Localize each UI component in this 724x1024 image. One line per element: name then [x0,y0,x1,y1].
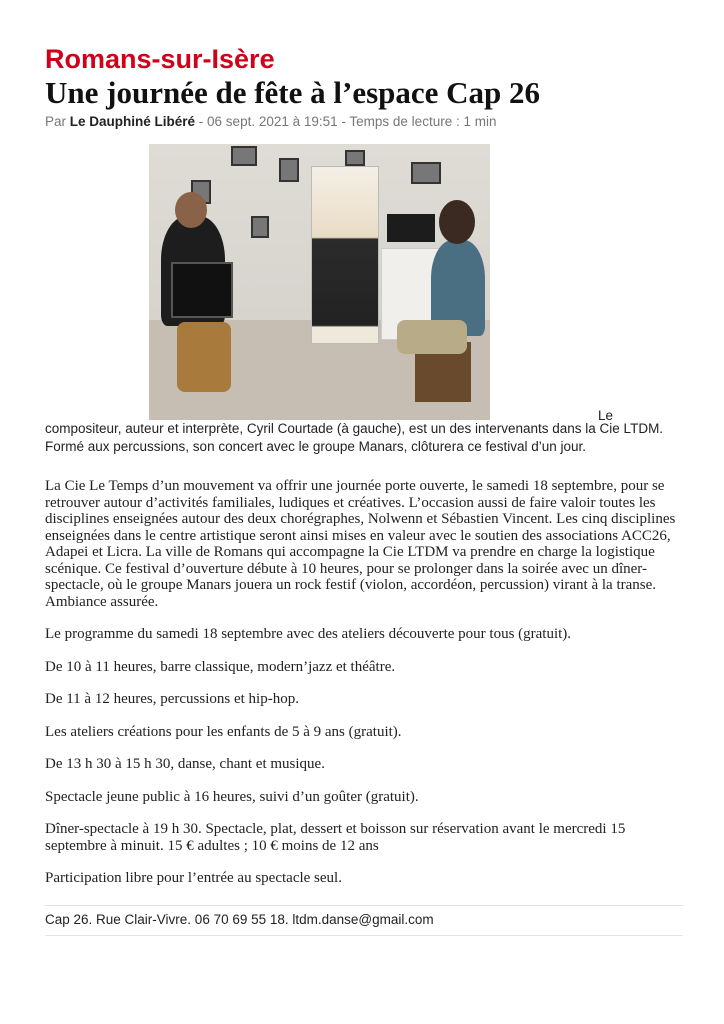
body-paragraph: Les ateliers créations pour les enfants de 5 à 9 ans (gratuit). [45,723,402,740]
article [45,44,683,936]
photo-container [45,144,683,423]
photo-caption: compositeur, auteur et interprète, Cyril Courtade (à gauche), est un des intervenants dans la Cie LTDM. Formé aux percussions, son concert avec le groupe Manars, clôturera ce festival d’un jour. [45,421,664,454]
body-paragraph: De 10 à 11 heures, barre classique, modern’jazz et théâtre. [45,658,396,675]
byline-author[interactable]: Le Dauphiné Libéré [69,114,196,129]
article-title: Une journée de fête à l’espace Cap 26 [45,75,541,110]
byline-prefix: Par [45,114,70,129]
body-paragraph: Participation libre pour l’entrée au spectacle seul. [45,870,342,886]
article-city: Romans-sur-Isère [45,44,275,74]
article-footer-contact: Cap 26. Rue Clair-Vivre. 06 70 69 55 18. ltdm.danse@gmail.com [45,905,683,936]
body-paragraph: De 11 à 12 heures, percussions et hip-hop. [45,691,299,707]
article-photo-icon [149,144,490,420]
body-paragraph: Le programme du samedi 18 septembre avec des ateliers découverte pour tous (gratuit). [45,626,572,642]
byline-date: - 06 sept. 2021 à 19:51 - Temps de lecture : 1 min [195,114,497,129]
body-paragraph: De 13 h 30 à 15 h 30, danse, chant et musique. [45,756,325,772]
article-body [45,478,683,887]
caption-start: Le [598,408,614,423]
body-paragraph: La Cie Le Temps d’un mouvement va offrir une journée porte ouverte, le samedi 18 septembre, pour se retrouver autour d’activités familiales, ludiques et créatives. L’occasion aussi de faire valoir toutes les disciplines enseignées autour des deux chorégraphes, Nolwenn et Sébastien Vincent. Les cinq disciplines enseignées dans le centre artistique seront ainsi mises en valeur avec le soutien des associations ACC26, Adapei et Licra. La ville de Romans qui accompagne la Cie LTDM va prendre en charge la logistique scénique. Ce festival d’ouverture débute à 10 heures, pour se prolonger dans la soirée avec un dîner-spectacle, où le groupe Manars jouera un rock festif (violon, accordéon, percussion) virant à la transe. Ambiance assurée. [45,478,676,610]
body-paragraph: Spectacle jeune public à 16 heures, suivi d’un goûter (gratuit). [45,788,419,805]
body-paragraph: Dîner-spectacle à 19 h 30. Spectacle, plat, dessert et boisson sur réservation avant le mercredi 15 septembre à minuit. 15 € adultes ; 10 € moins de 12 ans [45,821,626,854]
article-byline [45,113,683,130]
